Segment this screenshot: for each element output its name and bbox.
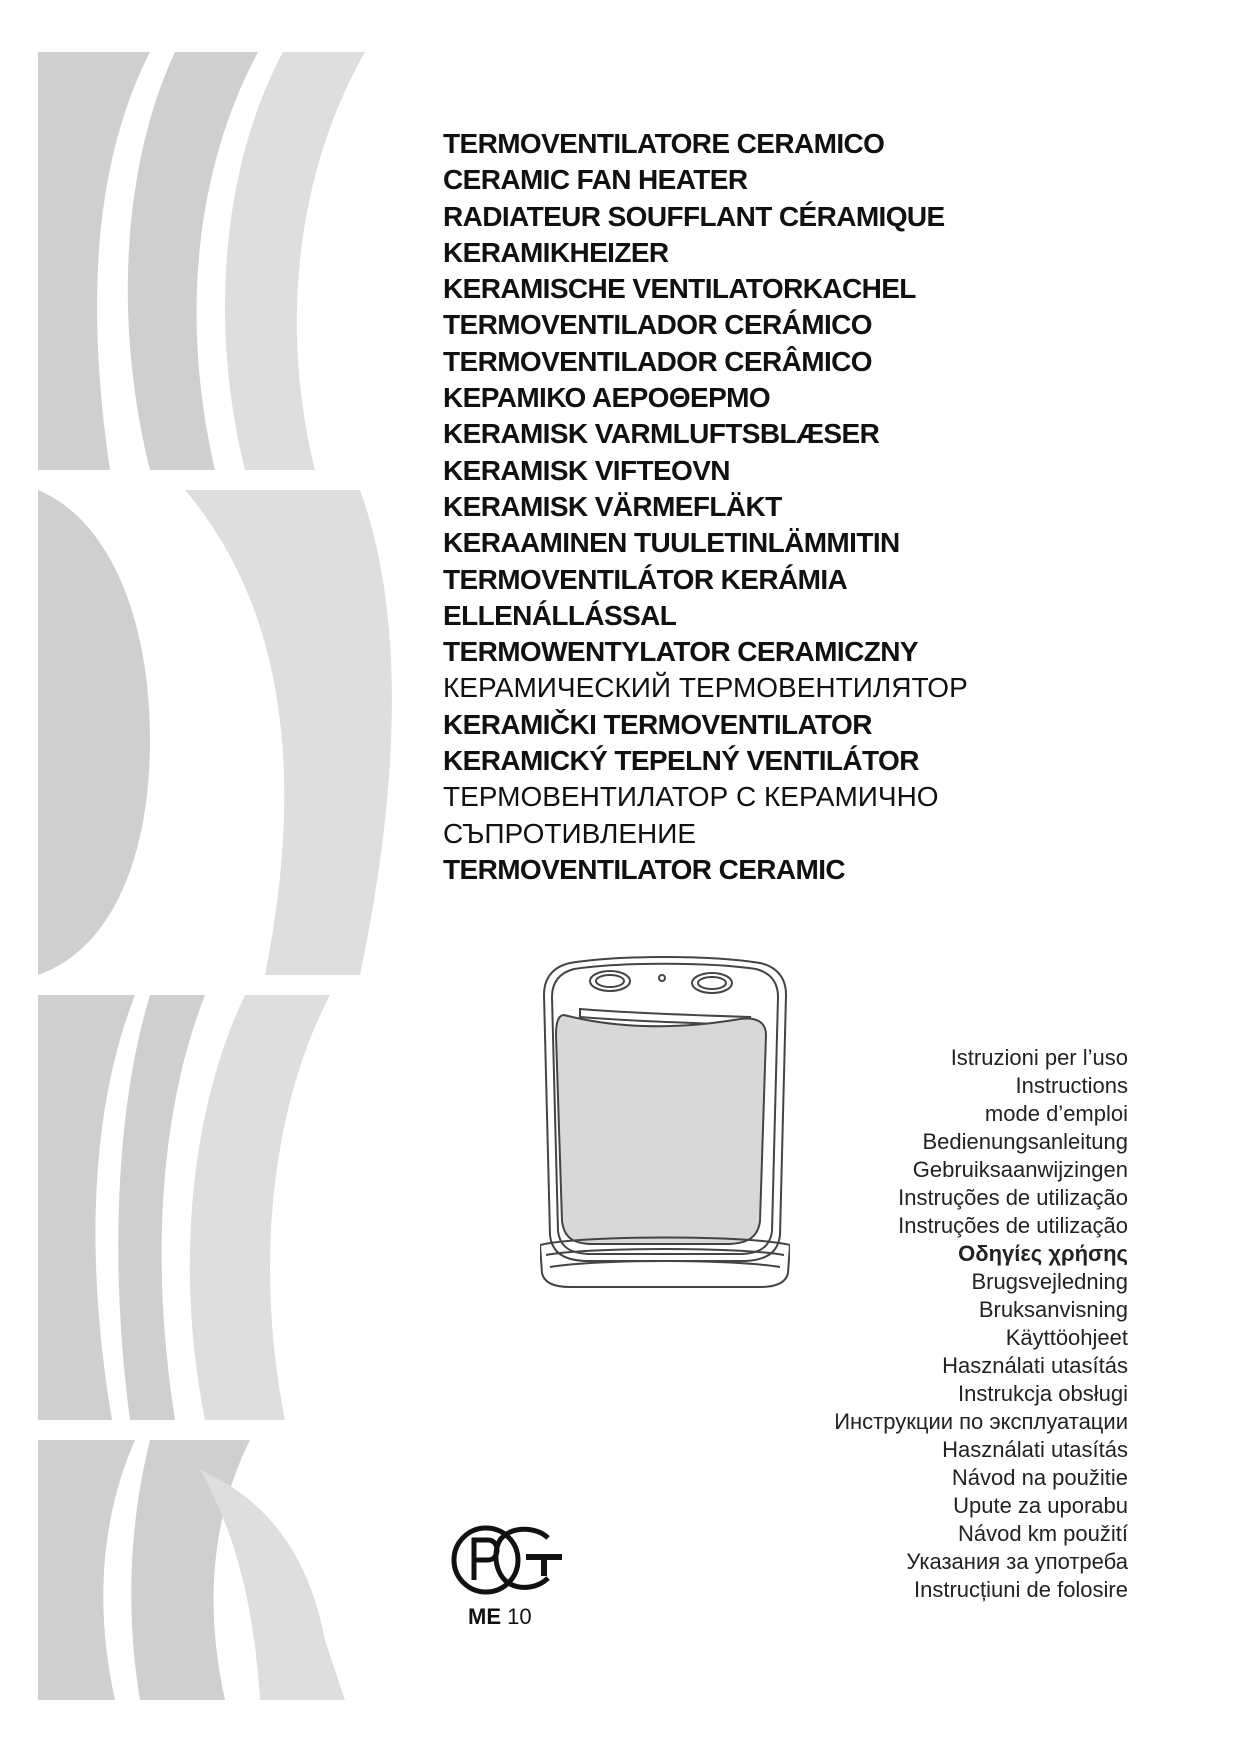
certification-code-prefix: ME [468, 1604, 501, 1629]
product-title: TERMOVENTILATOR CERAMIC [443, 853, 846, 885]
product-title: КЕРАМИЧЕСКИЙ ТЕРМОВЕНТИЛЯТОР [443, 672, 968, 704]
product-title: СЪПРОТИВЛЕНИЕ [443, 817, 697, 849]
product-title: ΚΕΡΑΜΙΚΟ ΑΕΡΟΘΕΡΜΟ [443, 382, 771, 414]
instruction-language-item: Instrucțiuni de folosire [914, 1577, 1128, 1602]
product-title: TERMOVENTILATORE CERAMICO [443, 128, 885, 159]
product-title: RADIATEUR SOUFFLANT CÉRAMIQUE [443, 200, 945, 232]
instruction-language-item: Käyttöohjeet [1005, 1325, 1128, 1350]
instruction-language-list [834, 1044, 1128, 1604]
certification-code [468, 1604, 532, 1630]
product-title: CERAMIC FAN HEATER [443, 164, 748, 196]
product-title: TERMOVENTILADOR CERÁMICO [443, 309, 872, 341]
instruction-language-item: Návod na použitie [951, 1465, 1128, 1490]
pct-certification-mark-icon [448, 1518, 566, 1618]
product-title: TERMOWENTYLATOR CERAMICZNY [443, 636, 918, 668]
ceramic-fan-heater-illustration [540, 955, 790, 1290]
product-title: KERAMIKHEIZER [443, 236, 669, 268]
product-title: TERMOVENTILADOR CERÂMICO [443, 345, 872, 377]
instruction-language-item: Bruksanvisning [978, 1297, 1128, 1322]
instruction-language-item: Használati utasítás [942, 1353, 1128, 1378]
product-title-list [443, 126, 968, 888]
certification-code-number: 10 [507, 1604, 532, 1629]
instruction-language-item: Návod km použití [958, 1521, 1128, 1546]
instruction-language-item: Használati utasítás [942, 1437, 1128, 1462]
instruction-language-item: Οδηγίες χρήσης [958, 1241, 1128, 1266]
instruction-language-item: Указания за употреба [906, 1549, 1128, 1574]
instruction-language-item: Bedienungsanleitung [922, 1129, 1128, 1154]
product-title: ТЕРМОВЕНТИЛАТОР С КЕРАМИЧНО [443, 781, 939, 813]
instruction-language-item: Instructions [1015, 1073, 1128, 1098]
product-title: KERAMICKÝ TEPELNÝ VENTILÁTOR [443, 745, 919, 777]
instruction-language-item: Gebruiksaanwijzingen [912, 1157, 1128, 1182]
product-title: KERAAMINEN TUULETINLÄMMITIN [443, 527, 900, 559]
product-title: KERAMIČKI TERMOVENTILATOR [443, 708, 872, 740]
instruction-language-item: Instruções de utilização [898, 1213, 1128, 1238]
product-title: TERMOVENTILÁTOR KERÁMIA [443, 563, 848, 595]
instruction-language-item: mode d’emploi [984, 1101, 1128, 1126]
product-title: KERAMISK VIFTEOVN [443, 454, 730, 486]
instruction-language-item: Инструкции по эксплуатации [834, 1409, 1128, 1434]
product-title: KERAMISK VARMLUFTSBLÆSER [443, 418, 880, 450]
instruction-language-item: Brugsvejledning [971, 1269, 1128, 1294]
instruction-language-item: Upute za uporabu [953, 1493, 1128, 1518]
instruction-language-item: Istruzioni per l’uso [950, 1045, 1128, 1070]
instruction-language-item: Instrukcja obsługi [958, 1381, 1128, 1406]
instruction-language-item: Instruções de utilização [898, 1185, 1128, 1210]
product-title: KERAMISCHE VENTILATORKACHEL [443, 273, 916, 305]
product-title: KERAMISK VÄRMEFLÄKT [443, 490, 782, 522]
product-title: ELLENÁLLÁSSAL [443, 599, 677, 631]
